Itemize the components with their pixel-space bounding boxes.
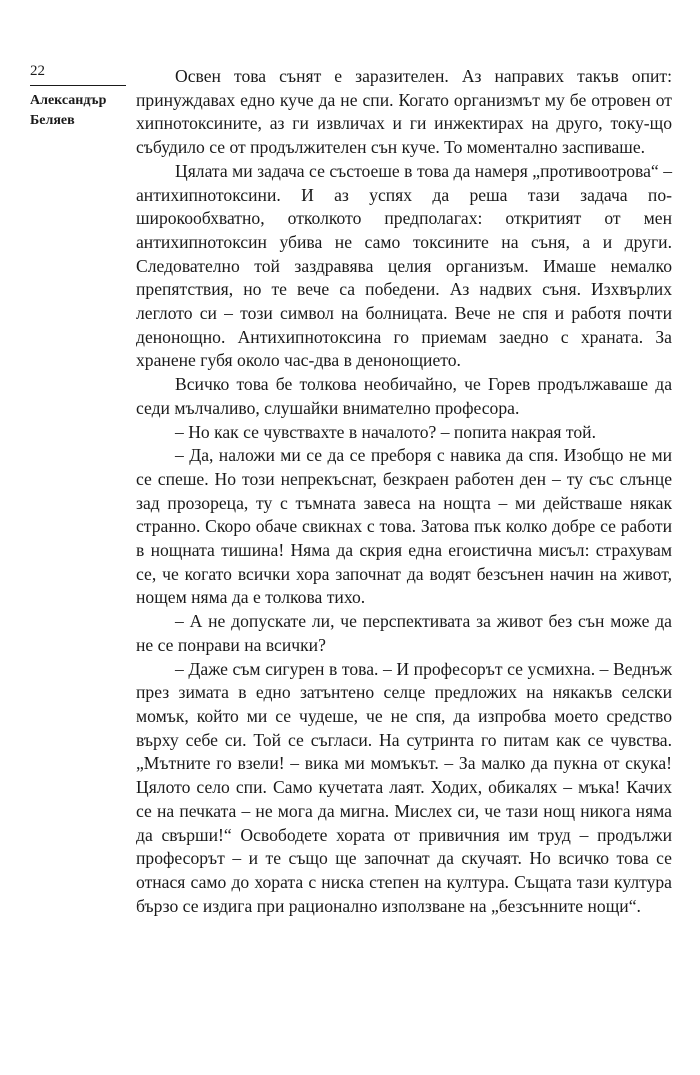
author-last-name: Беляев: [30, 113, 75, 128]
page-number: 22: [30, 63, 45, 79]
running-head-rule: [30, 85, 126, 86]
body-text: [136, 65, 672, 918]
dialogue-paragraph: – Но как се чувствахте в началото? – попита накрая той.: [175, 421, 596, 442]
dialogue-paragraph: – Даже съм сигурен в това. – И професорът се усмихна. – Веднъж през зимата в едно затънтено селце предложих на някакъв селски момък, който ми се чудеше, че не спя, да изпробва моето средство върху себе си. Той се съгласи. На сутринта го питам как се чувства. „Мътните го взели! – вика ми момъкът. – За малко да пукна от скука! Цялото село спи. Само кучетата лаят. Ходих, обикалях – мъка! Качих се на печката – не мога да мигна. Мислех си, че тази нощ никога няма да свърши!“ Освободете хората от привичния им труд – продължи професорът – и те също ще започнат да скучаят. Но всичко това се отнася само до хората с ниска степен на култура. Същата тази култура бързо се издига при рационално използване на „безсънните нощи“.: [136, 658, 672, 916]
dialogue-paragraph: – Да, наложи ми се да се преборя с навика да спя. Изобщо не ми се спеше. Но този непрекъснат, безкраен работен ден – ту със слънце зад прозореца, ту с тъмната завеса на нощта – ми действаше някак странно. Скоро обаче свикнах с това. Затова пък колко добре се работи в нощната тишина! Няма да скрия една егоистична мисъл: страхувам се, че когато всички хора започнат да водят безсънен начин на живот, нощем няма да е толкова тихо.: [136, 445, 672, 608]
running-head-author: [30, 91, 106, 131]
dialogue-paragraph: – А не допускате ли, че перспективата за живот без сън може да не се понрави на всички?: [136, 611, 672, 655]
author-first-name: Александър: [30, 93, 107, 108]
paragraph: Цялата ми задача се състоеше в това да намеря „противоотрова“ – антихипнотоксини. И аз успях да реша тази задача по-широкообхватно, отколкото предполагах: откритият от мен антихипнотоксин убива не само токсините на съня, а и други. Следователно той заздравява целия организъм. Имаше немалко препятствия, но те вече са победени. Аз надвих съня. Изхвърлих леглото си – този символ на болницата. Вече не спя и работя почти денонощно. Антихипнотоксина го приемам заедно с храната. За хранене губя около час-два в денонощието.: [136, 160, 672, 371]
paragraph: Освен това сънят е заразителен. Аз направих такъв опит: принуждавах едно куче да не спи. Когато организмът му бе отровен от хипнотоксините, аз ги извличах и ги инжектирах на друго, току-що събудило се от продължителен сън куче. То моментално заспиваше.: [136, 66, 672, 158]
paragraph: Всичко това бе толкова необичайно, че Горев продължаваше да седи мълчаливо, слушайки внимателно професора.: [136, 374, 672, 418]
